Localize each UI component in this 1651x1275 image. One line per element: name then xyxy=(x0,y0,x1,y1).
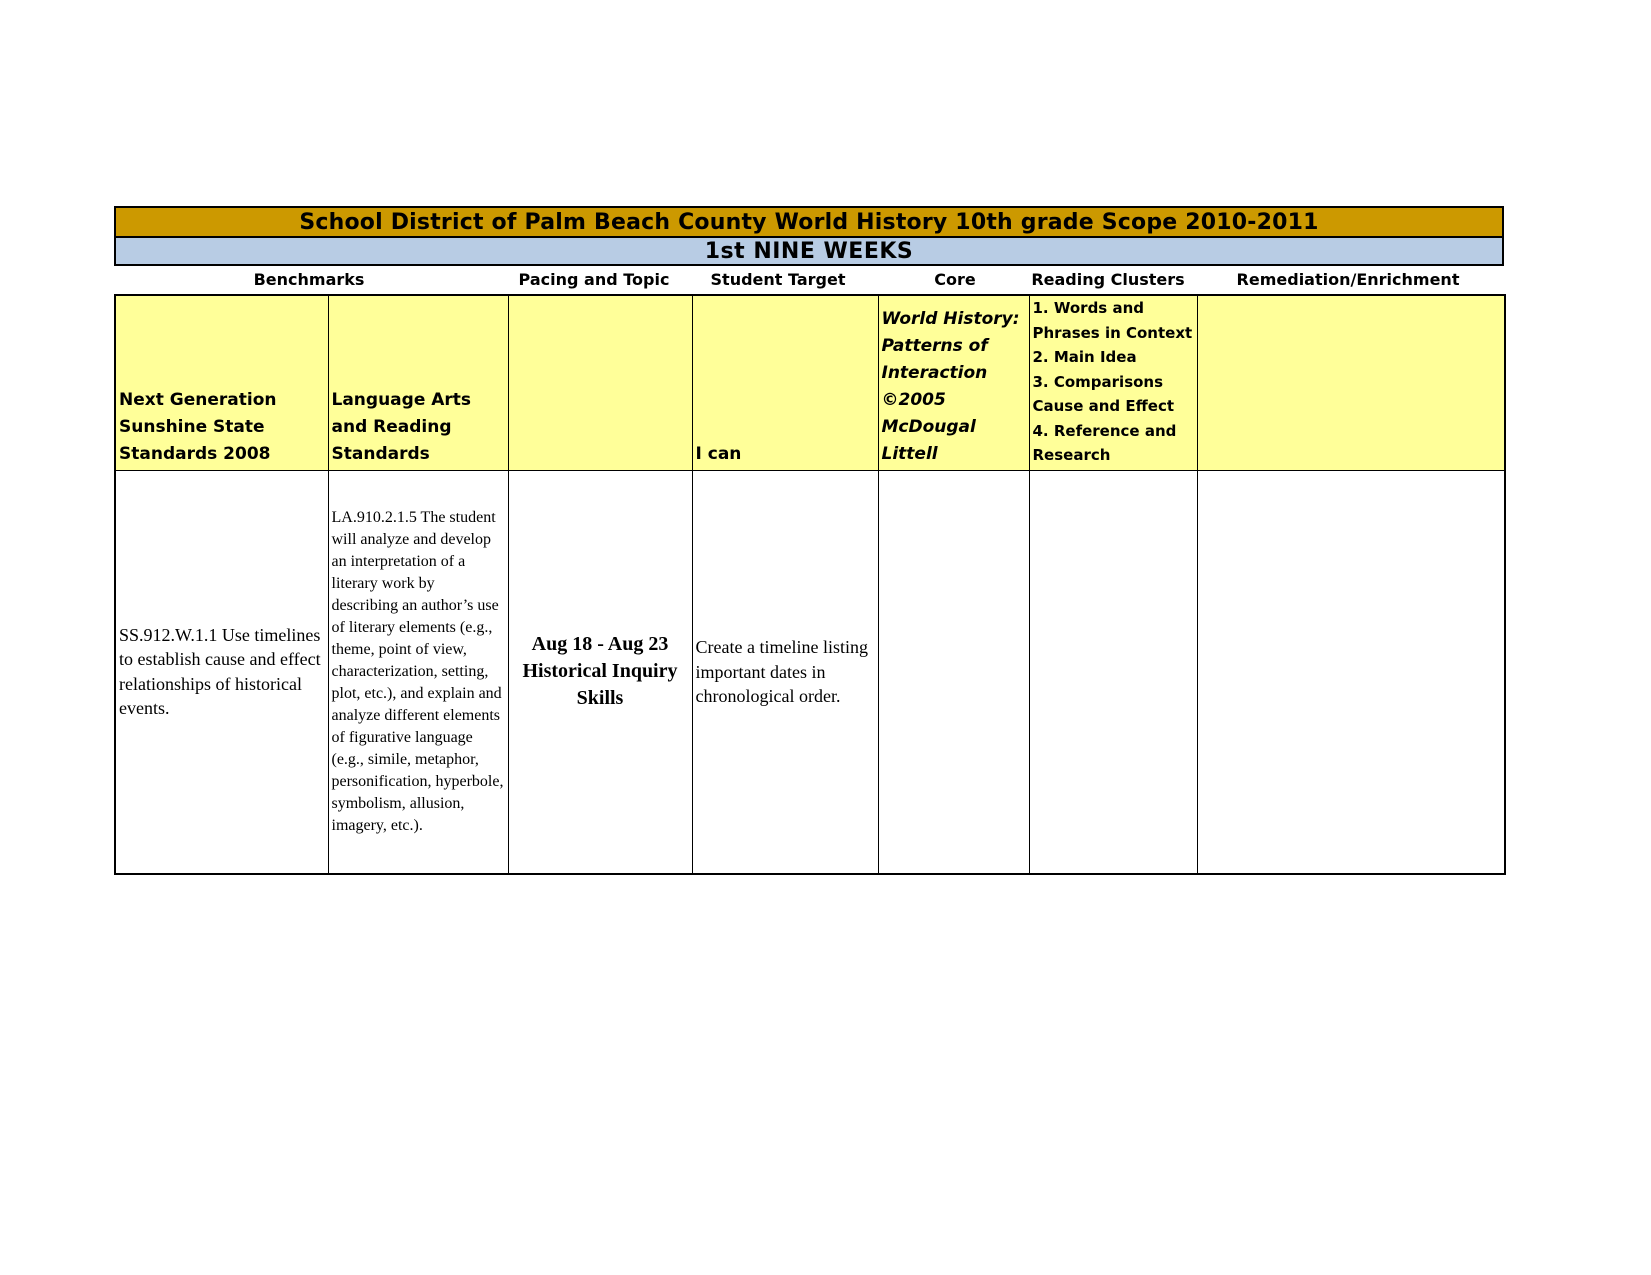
subheader-pacing xyxy=(508,295,692,470)
header-core: Core xyxy=(934,270,976,289)
benchmark-cell: SS.912.W.1.1 Use timelines to establish cause and effect relationships of historical events. xyxy=(115,470,328,874)
header-pacing: Pacing and Topic xyxy=(518,270,670,289)
column-header-row xyxy=(114,266,1504,294)
pacing-dates: Aug 18 - Aug 23 xyxy=(531,633,669,656)
subheader-ngsss: Next Generation Sunshine State Standards 2008 xyxy=(115,295,328,470)
document-title: School District of Palm Beach County World History 10th grade Scope 2010-2011 xyxy=(114,206,1504,238)
pacing-cell xyxy=(508,470,692,874)
cluster-line: 1. Words and xyxy=(1032,299,1144,317)
subheader-reading-clusters xyxy=(1029,295,1197,470)
la-standard-cell: LA.910.2.1.5 The student will analyze and develop an interpretation of a literary work by describing an author’s use of literary elements (e.g., theme, point of view, characterization, setting, plot, etc.), and explain and analyze different elements of figurative language (e.g., simile, metaphor, personification, hyperbole, symbolism, allusion, imagery, etc.). xyxy=(328,470,508,874)
subheader-student-target: I can xyxy=(692,295,878,470)
cluster-line: 2. Main Idea xyxy=(1032,348,1137,366)
subheader-row xyxy=(115,295,1505,470)
cluster-line: Research xyxy=(1032,446,1111,464)
cluster-line: Cause and Effect xyxy=(1032,397,1175,415)
pacing-topic: Historical Inquiry Skills xyxy=(522,660,678,710)
standards-grid xyxy=(114,294,1506,875)
cluster-line: Phrases in Context xyxy=(1032,323,1193,342)
cluster-line: 4. Reference and xyxy=(1032,421,1177,440)
core-cell xyxy=(878,470,1029,874)
subheader-remediation xyxy=(1197,295,1505,470)
subheader-core: World History: Patterns of Interaction ©2005 McDougal Littell xyxy=(878,295,1029,470)
cluster-line: 3. Comparisons xyxy=(1032,372,1164,391)
reading-clusters-cell xyxy=(1029,470,1197,874)
scope-table xyxy=(114,206,1504,875)
header-benchmarks: Benchmarks xyxy=(253,270,365,289)
remediation-cell xyxy=(1197,470,1505,874)
header-student-target: Student Target xyxy=(710,270,846,289)
subheader-la-reading: Language Arts and Reading Standards xyxy=(328,295,508,470)
table-row xyxy=(115,470,1505,874)
period-heading: 1st NINE WEEKS xyxy=(114,238,1504,266)
student-target-cell: Create a timeline listing important dates in chronological order. xyxy=(692,470,878,874)
header-reading-clusters: Reading Clusters xyxy=(1031,270,1185,289)
header-remediation: Remediation/Enrichment xyxy=(1236,270,1460,289)
